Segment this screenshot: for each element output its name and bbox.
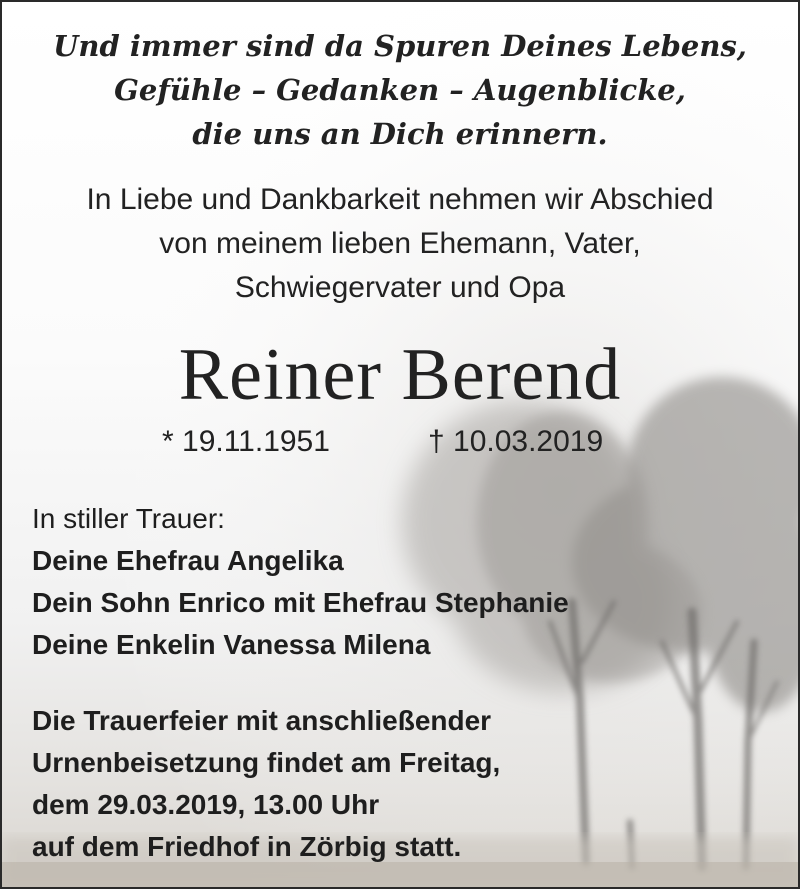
intro-line: Schwiegervater und Opa [234, 271, 566, 304]
quote-line: die uns an Dich erinnern. [192, 117, 608, 151]
birth-date: * 19.11.1951 [162, 425, 330, 458]
intro-line: In Liebe und Dankbarkeit nehmen wir Abschied [86, 183, 714, 216]
quote-line: Gefühle – Gedanken – Augenblicke, [114, 73, 686, 107]
funeral-notice [32, 700, 500, 868]
mourners-list [32, 498, 569, 666]
mourners-heading: In stiller Trauer: [32, 503, 225, 534]
funeral-line: Urnenbeisetzung findet am Freitag, [32, 747, 501, 778]
funeral-line: dem 29.03.2019, 13.00 Uhr [32, 789, 380, 820]
intro-line: von meinem lieben Ehemann, Vater, [159, 227, 641, 260]
funeral-line: Die Trauerfeier mit anschließender [32, 705, 492, 736]
memorial-quote [2, 24, 798, 156]
mourner-name: Deine Ehefrau Angelika [32, 545, 344, 576]
quote-line: Und immer sind da Spuren Deines Lebens, [53, 29, 747, 63]
farewell-intro [2, 178, 798, 310]
funeral-line: auf dem Friedhof in Zörbig statt. [32, 831, 462, 862]
death-date: † 10.03.2019 [428, 425, 604, 458]
mourner-name: Deine Enkelin Vanessa Milena [32, 629, 431, 660]
obituary-content [2, 2, 798, 887]
mourner-name: Dein Sohn Enrico mit Ehefrau Stephanie [32, 587, 569, 618]
deceased-name: Reiner Berend [178, 334, 622, 416]
